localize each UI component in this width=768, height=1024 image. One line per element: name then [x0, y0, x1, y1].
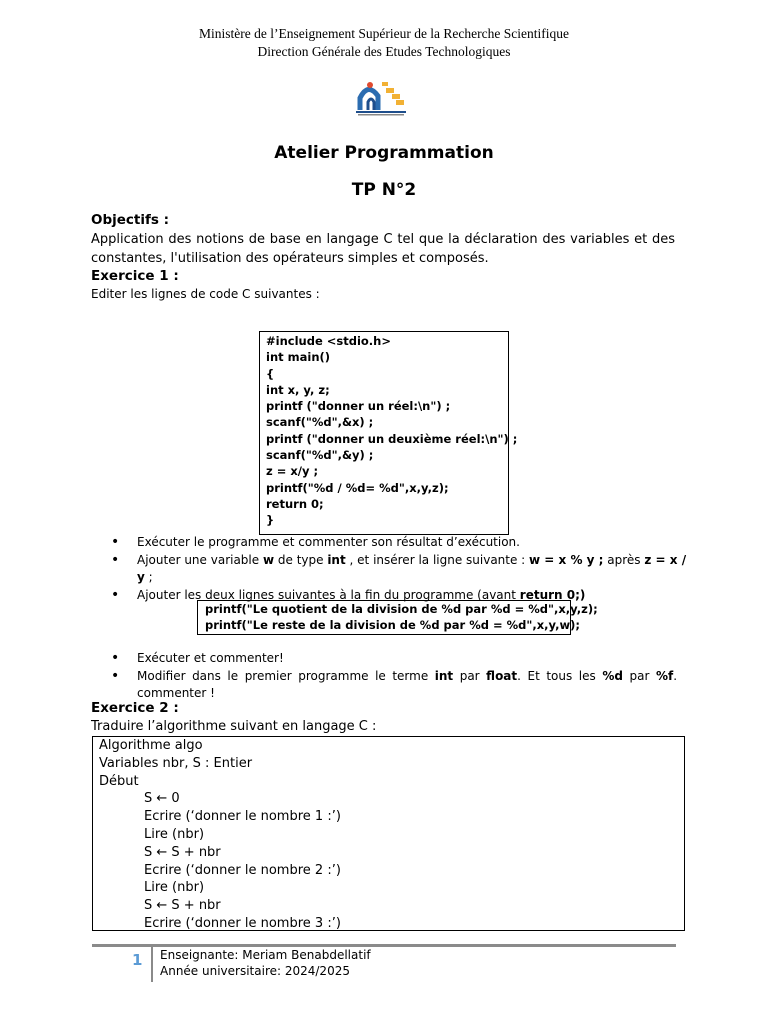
algo-line: Algorithme algo	[99, 738, 203, 753]
code-line: {	[266, 366, 275, 381]
code-line: scanf("%d",&x) ;	[266, 415, 374, 430]
code-line: printf("%d / %d= %d",x,y,z);	[266, 480, 449, 495]
ministry-name: Ministère de l’Enseignement Supérieur de la Recherche Scientifique	[199, 26, 569, 41]
footer-divider	[151, 947, 153, 982]
code-line: #include <stdio.h>	[266, 334, 391, 348]
list-item: • Ajouter une variable w de type int , et insérer la ligne suivante : w = x % y ; après z = x / y ;	[111, 552, 691, 587]
academic-year: Année universitaire: 2024/2025	[160, 963, 350, 978]
code-line: z = x/y ;	[266, 464, 319, 479]
algo-line: S ← S + nbr	[144, 844, 221, 860]
exercice2-heading: Exercice 2 :	[91, 700, 179, 716]
code-line: printf("Le quotient de la division de %d par %d = %d",x,y,z);	[205, 602, 598, 616]
exercise1-instructions	[111, 534, 691, 604]
code-block	[259, 331, 518, 535]
algo-line: Début	[99, 773, 139, 789]
objectifs-heading: Objectifs :	[91, 212, 170, 228]
institution-logo	[352, 78, 412, 118]
algo-line: Ecrire (‘donner le nombre 1 :’)	[144, 809, 341, 825]
algo-line: Lire (nbr)	[144, 826, 205, 842]
code-line: printf ("donner un deuxième réel:\n") ;	[266, 431, 518, 446]
algo-line: S ← S + nbr	[144, 898, 221, 914]
code-line: }	[266, 513, 275, 528]
exercice2-intro: Traduire l’algorithme suivant en langage C :	[91, 719, 377, 734]
algo-line: Lire (nbr)	[144, 880, 205, 896]
page-title: Atelier Programmation	[274, 143, 494, 163]
page-subtitle: TP N°2	[351, 180, 417, 200]
exercice1-heading: Exercice 1 :	[91, 268, 179, 284]
list-item: • Exécuter et commenter!	[111, 650, 677, 668]
code-block-2	[197, 600, 598, 635]
direction-name: Direction Générale des Etudes Technologiques	[257, 44, 511, 59]
algo-line: S ← 0	[144, 791, 180, 807]
code-line: printf("Le reste de la division de %d par %d = %d",x,y,w);	[205, 618, 580, 633]
exercice1-intro: Editer les lignes de code C suivantes :	[91, 287, 320, 301]
code-line: scanf("%d",&y) ;	[266, 448, 374, 463]
footer-rule	[92, 944, 676, 947]
code-line: int main()	[266, 350, 331, 365]
code-line: return 0;	[266, 496, 324, 511]
algo-line: Ecrire (‘donner le nombre 2 :’)	[144, 862, 341, 878]
algo-line: Ecrire (‘donner le nombre 3 :’)	[144, 915, 341, 931]
list-item: • Exécuter le programme et commenter son résultat d’exécution.	[111, 534, 691, 552]
exercise1-instructions-2	[111, 650, 677, 703]
algo-line: Variables nbr, S : Entier	[99, 755, 253, 771]
page-number: 1	[132, 951, 143, 969]
list-item: • Modifier dans le premier programme le terme int par float. Et tous les %d par %f. commenter !	[111, 668, 677, 703]
footer-info	[160, 948, 371, 979]
code-line: int x, y, z;	[266, 382, 330, 397]
algorithm-box	[92, 736, 685, 931]
teacher-name: Enseignante: Meriam Benabdellatif	[160, 948, 371, 962]
code-line: printf ("donner un réel:\n") ;	[266, 399, 451, 414]
list-item: • Ajouter les deux lignes suivantes à la fin du programme (avant return 0;)	[111, 587, 691, 605]
objectifs-text: Application des notions de base en langage C tel que la déclaration des variables et des constantes, l'utilisation des opérateurs simples et composés.	[91, 232, 675, 266]
